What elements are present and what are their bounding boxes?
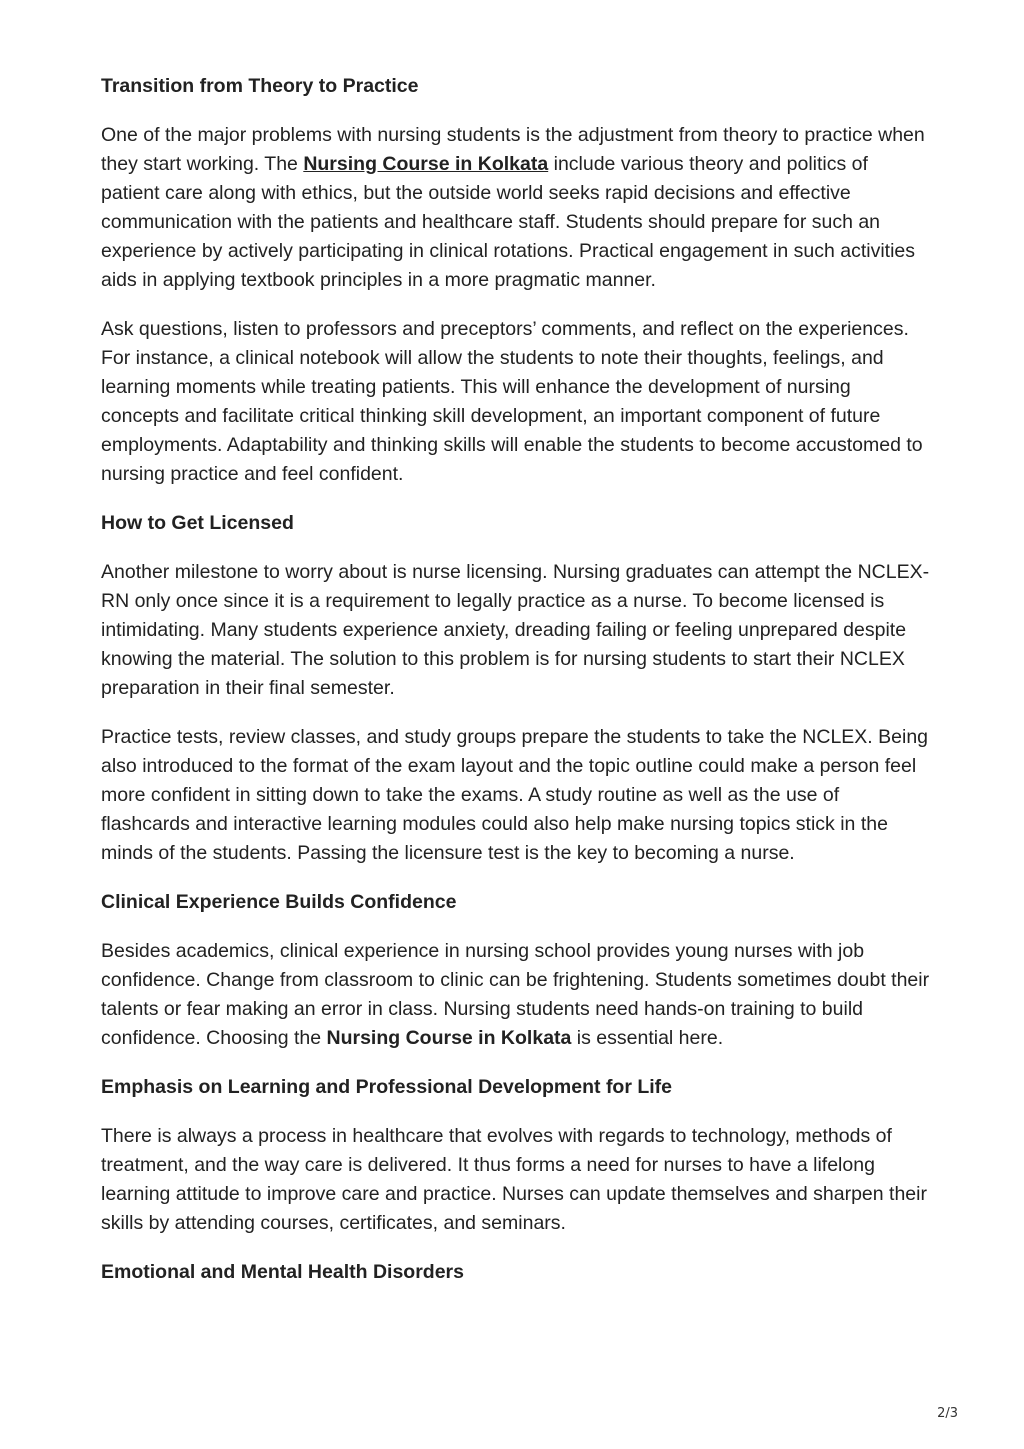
paragraph bbox=[101, 937, 931, 1053]
nursing-course-link[interactable]: Nursing Course in Kolkata bbox=[303, 153, 549, 175]
paragraph-text: include various theory and politics of patient care along with ethics, but the outside world seeks rapid decisions and effective communication with the patients and healthcare staff. Students should prepare for such an experience by actively participating in clinical rotations. Practical engagement in such activities aids in applying textbook principles in a more pragmatic manner. bbox=[101, 153, 915, 291]
document-page bbox=[101, 72, 931, 1307]
paragraph bbox=[101, 121, 931, 295]
section-heading: Transition from Theory to Practice bbox=[101, 75, 419, 97]
paragraph: Ask questions, listen to professors and preceptors’ comments, and reflect on the experiences. For instance, a clinical notebook will allow the students to note their thoughts, feelings, and learning moments while treating patients. This will enhance the development of nursing concepts and facilitate critical thinking skill development, an important component of future employments. Adaptability and thinking skills will enable the students to become accustomed to nursing practice and feel confident. bbox=[101, 318, 923, 485]
section-heading: How to Get Licensed bbox=[101, 512, 294, 534]
paragraph: Practice tests, review classes, and study groups prepare the students to take the NCLEX. Being also introduced to the format of the exam layout and the topic outline could make a person feel more confident in sitting down to take the exams. A study routine as well as the use of flashcards and interactive learning modules could also help make nursing topics stick in the minds of the students. Passing the licensure test is the key to becoming a nurse. bbox=[101, 726, 929, 864]
paragraph-text: is essential here. bbox=[571, 1027, 724, 1049]
paragraph-text: One of the major problems with nursing students is the adjustment from theory to practice when they start working. The bbox=[101, 124, 925, 175]
paragraph-text: Besides academics, clinical experience in nursing school provides young nurses with job confidence. Change from classroom to clinic can be frightening. Students sometimes doubt their talents or fear making an error in class. Nursing students need hands-on training to build confidence. Choosing the bbox=[101, 940, 930, 1049]
bold-course-name: Nursing Course in Kolkata bbox=[326, 1027, 572, 1049]
paragraph: There is always a process in healthcare that evolves with regards to technology, methods of treatment, and the way care is delivered. It thus forms a need for nurses to have a lifelong learning attitude to improve care and practice. Nurses can update themselves and sharpen their skills by attending courses, certificates, and seminars. bbox=[101, 1125, 927, 1234]
section-heading: Emphasis on Learning and Professional Development for Life bbox=[101, 1076, 673, 1098]
section-heading: Clinical Experience Builds Confidence bbox=[101, 891, 457, 913]
paragraph: Another milestone to worry about is nurse licensing. Nursing graduates can attempt the NCLEX-RN only once since it is a requirement to legally practice as a nurse. To become licensed is intimidating. Many students experience anxiety, dreading failing or feeling unprepared despite knowing the material. The solution to this problem is for nursing students to start their NCLEX preparation in their final semester. bbox=[101, 561, 930, 699]
section-heading: Emotional and Mental Health Disorders bbox=[101, 1261, 464, 1283]
page-number: 2/3 bbox=[937, 1406, 958, 1421]
